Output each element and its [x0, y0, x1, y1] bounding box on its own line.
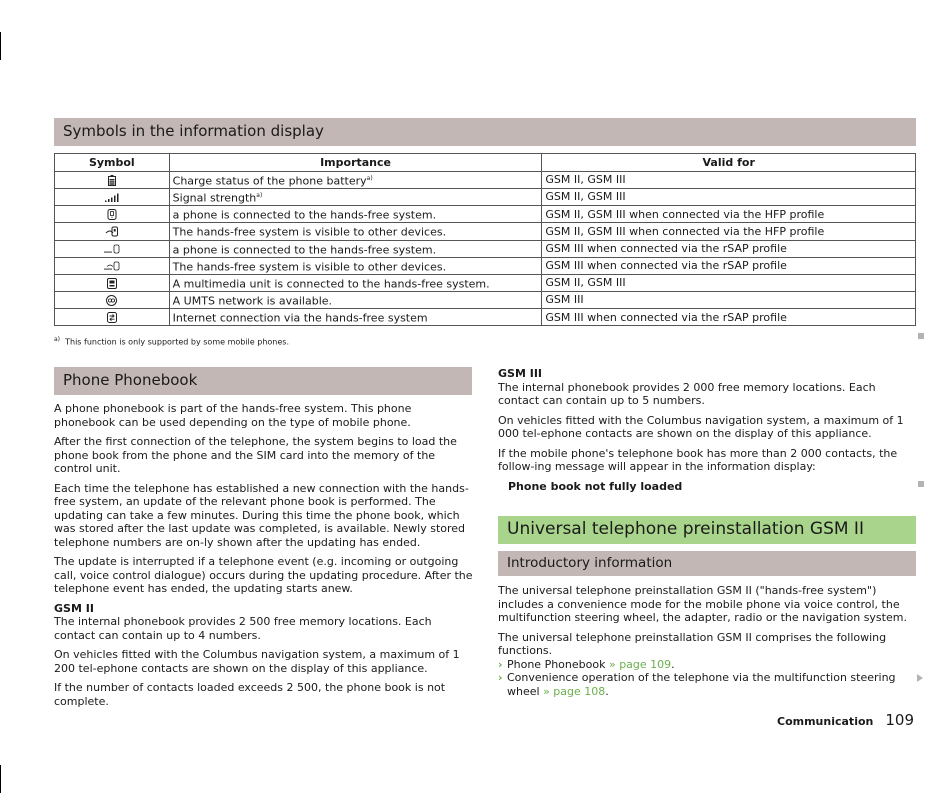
phonebook-right-column [498, 367, 916, 499]
section-end-square [918, 333, 924, 339]
footnote-mark: a) [54, 336, 61, 343]
table-footnote [54, 333, 289, 349]
symbols-section-title: Symbols in the information display [63, 122, 324, 141]
table-row [55, 223, 916, 240]
rsap-visible-icon [104, 261, 120, 271]
importance-text: A UMTS network is available. [172, 294, 333, 308]
list-item-text: Phone Phonebook [507, 657, 609, 671]
valid-for-text: GSM III [542, 292, 916, 309]
footnote-text: This function is only supported by some mobile phones. [65, 337, 289, 347]
signal-strength-icon [105, 193, 119, 202]
page-number: 109 [885, 711, 914, 729]
universal-title-bar [498, 516, 916, 544]
importance-text: The hands-free system is visible to other devices. [172, 226, 447, 240]
table-row [55, 309, 916, 326]
table-row [55, 292, 916, 309]
paragraph: After the first connection of the telephone, the system begins to load the phone book from the phone and the SIM card into the memory of the control unit. [54, 435, 457, 475]
display-message: Phone book not fully loaded [508, 479, 683, 493]
importance-text: a phone is connected to the hands-free system. [172, 243, 437, 257]
importance-text: A multimedia unit is connected to the hands-free system. [172, 277, 490, 291]
bullet-arrow: › [498, 657, 503, 671]
rsap-phone-connected-icon [104, 244, 120, 254]
paragraph: The internal phonebook provides 2 000 free memory locations. Each contact can contain up to 5 numbers. [498, 380, 876, 407]
importance-text: Charge status of the phone battery [172, 174, 367, 188]
paragraph: The universal telephone preinstallation GSM II ("hands-free system") includes a convenience mode for the mobile phone via voice control, the multifunction steering wheel, the adapter, radio or the navigation system. [498, 584, 907, 624]
multimedia-unit-icon [107, 278, 117, 289]
header-symbol: Symbol [55, 154, 170, 172]
gsm2-heading: GSM II [54, 601, 94, 615]
umts-network-icon [106, 295, 117, 306]
phonebook-title-bar [54, 367, 472, 395]
section-end-square [918, 481, 924, 487]
importance-text: a phone is connected to the hands-free system. [172, 208, 437, 222]
paragraph: On vehicles fitted with the Columbus navigation system, a maximum of 1 000 tel-ephone contacts are shown on the display of this appliance. [498, 413, 904, 440]
footer-section: Communication [777, 715, 874, 728]
paragraph: If the mobile phone's telephone book has more than 2 000 contacts, the follow-ing message will appear in the information display: [498, 446, 898, 473]
symbols-table [54, 153, 916, 326]
paragraph: The internal phonebook provides 2 500 free memory locations. Each contact can contain up to 4 numbers. [54, 615, 432, 642]
continue-arrow-icon [917, 674, 923, 682]
footnote-ref: a) [256, 192, 263, 200]
paragraph: The update is interrupted if a telephone event (e.g. incoming or outgoing call, voice control dialogue) occurs during the updating procedure. After the telephone event has ended, the updating starts anew. [54, 555, 473, 595]
importance-text: Internet connection via the hands-free system [172, 311, 428, 325]
hfp-visible-icon [105, 226, 119, 237]
table-row [55, 172, 916, 189]
valid-for-text: GSM II, GSM III [542, 172, 916, 189]
valid-for-text: GSM III when connected via the rSAP profile [542, 240, 916, 257]
page-link[interactable]: » page 109 [608, 657, 672, 671]
valid-for-text: GSM II, GSM III when connected via the HFP profile [542, 206, 916, 223]
paragraph: The universal telephone preinstallation GSM II comprises the following functions. [498, 630, 887, 657]
punctuation: . [605, 684, 609, 698]
universal-text [498, 584, 916, 698]
paragraph: Each time the telephone has established a new connection with the hands-free system, an update of the relevant phone book is performed. The updating can take a few minutes. During this time the phone book, which was stored after the last update was completed, is available. Newly stored telephone numbers are on-ly shown after the updating has ended. [54, 481, 469, 549]
list-item-text: Convenience operation of the telephone via the multifunction steering wheel [507, 671, 896, 698]
list-item [498, 658, 916, 672]
paragraph: If the number of contacts loaded exceeds 2 500, the phone book is not complete. [54, 681, 446, 708]
universal-title: Universal telephone preinstallation GSM II [507, 519, 864, 540]
symbols-section-title-bar [54, 118, 916, 146]
list-item [498, 671, 916, 698]
crop-mark-bottom [0, 765, 1, 793]
intro-subtitle: Introductory information [507, 554, 673, 571]
valid-for-text: GSM II, GSM III [542, 274, 916, 291]
paragraph: On vehicles fitted with the Columbus navigation system, a maximum of 1 200 tel-ephone contacts are shown on the display of this appliance. [54, 648, 460, 675]
phonebook-title: Phone Phonebook [63, 371, 198, 390]
importance-text: The hands-free system is visible to other devices. [172, 260, 447, 274]
gsm3-heading: GSM III [498, 367, 543, 380]
page-footer [777, 711, 914, 729]
valid-for-text: GSM II, GSM III when connected via the HFP profile [542, 223, 916, 240]
punctuation: . [671, 657, 675, 671]
phonebook-left-column [54, 402, 474, 714]
bullet-arrow: › [498, 671, 503, 684]
header-importance: Importance [169, 154, 542, 172]
valid-for-text: GSM II, GSM III [542, 189, 916, 206]
intro-subtitle-bar [498, 551, 916, 576]
paragraph: A phone phonebook is part of the hands-free system. This phone phonebook can be used depending on the type of mobile phone. [54, 402, 412, 429]
table-row [55, 189, 916, 206]
table-header-row [55, 154, 916, 172]
header-valid-for: Valid for [542, 154, 916, 172]
table-row [55, 274, 916, 291]
importance-text: Signal strength [172, 191, 257, 205]
valid-for-text: GSM III when connected via the rSAP profile [542, 257, 916, 274]
table-row [55, 240, 916, 257]
battery-icon [108, 175, 116, 186]
internet-connection-icon [107, 312, 117, 323]
table-row [55, 206, 916, 223]
table-row [55, 257, 916, 274]
footnote-ref: a) [366, 175, 373, 182]
valid-for-text: GSM III when connected via the rSAP profile [542, 309, 916, 326]
phone-connected-icon [107, 209, 117, 220]
page-link[interactable]: » page 108 [543, 684, 606, 698]
crop-mark-top [0, 32, 1, 60]
